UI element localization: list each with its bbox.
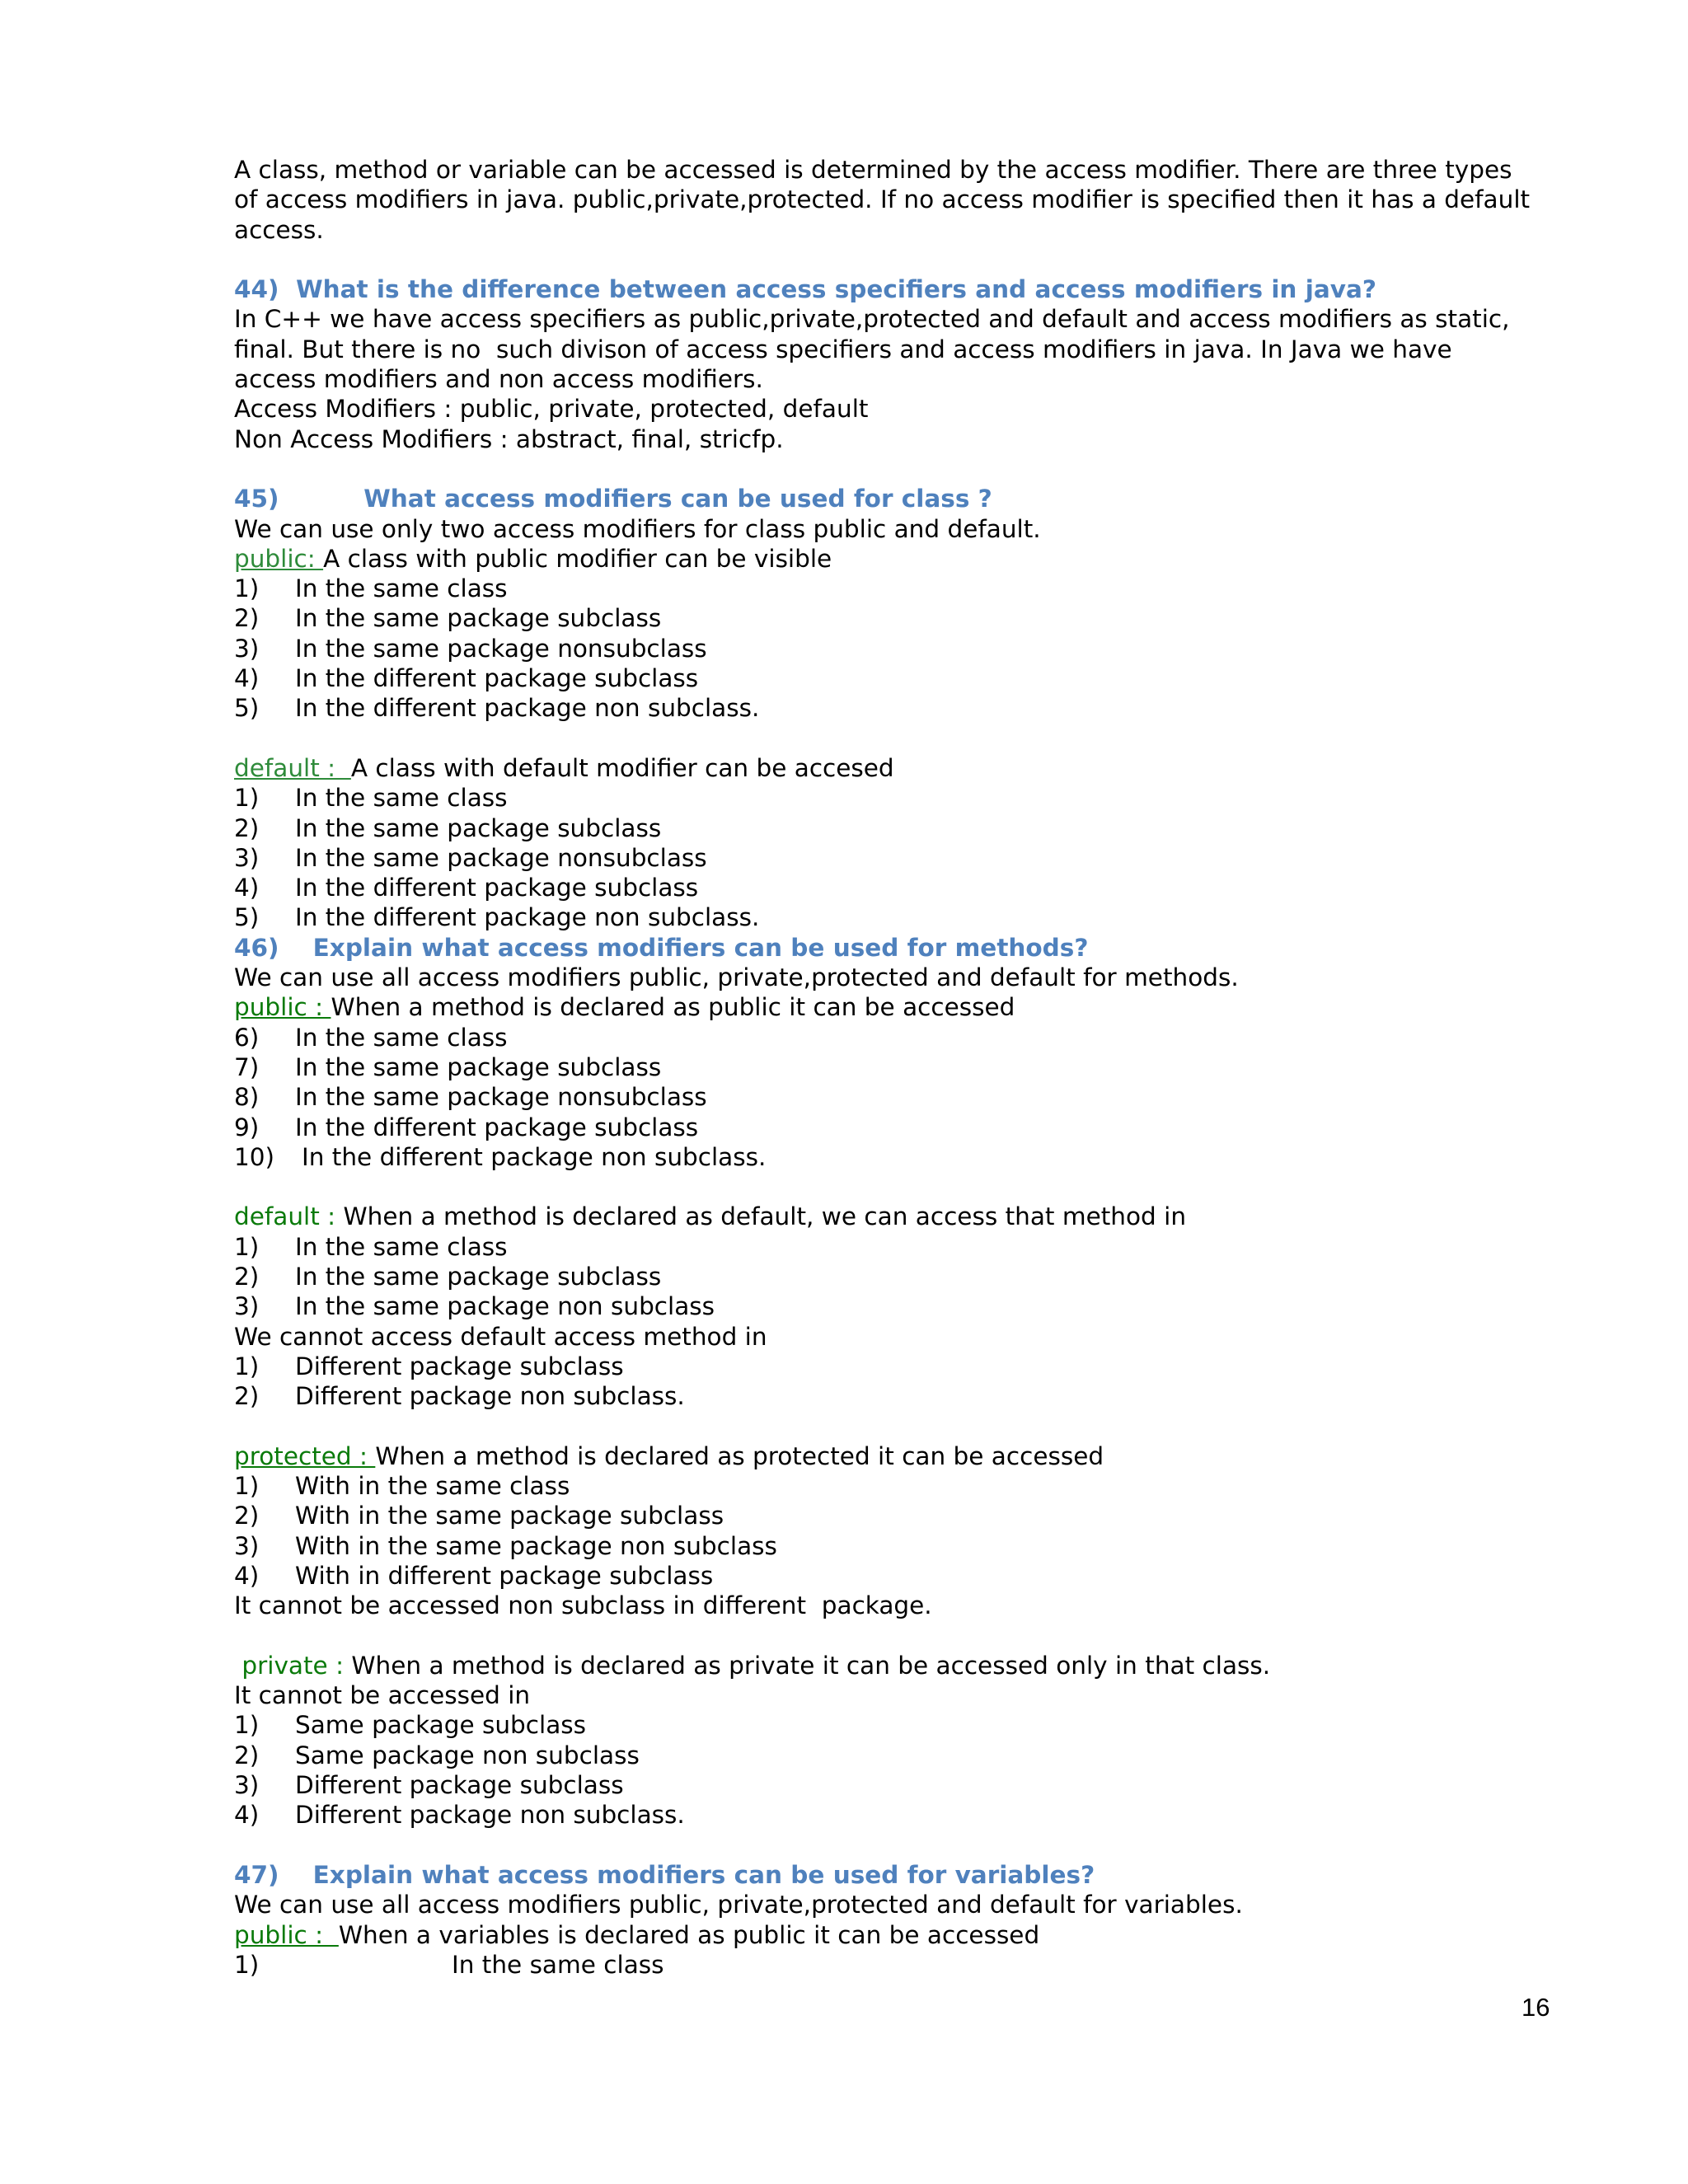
q44-body-line: Non Access Modifiers : abstract, final, stricfp. [234,424,784,453]
question-title: What is the difference between access specifiers and access modifiers in java? [296,275,1376,304]
q44-body-line: final. But there is no such divison of access specifiers and access modifiers in java. In Java we have [234,335,1452,363]
modifier-description: When a method is declared as public it can be accessed [331,993,1015,1022]
list-item: 1) In the same class [234,1232,508,1261]
question-title: Explain what access modifiers can be used for variables? [312,1860,1095,1889]
q46-private-cannot: It cannot be accessed in [234,1681,531,1710]
list-item: 2) In the same package subclass [234,813,662,842]
q46-default-cannot: We cannot access default access method in [234,1322,767,1351]
intro-line: access. [234,215,324,244]
question-44-heading [234,274,1569,304]
modifier-label-private: private : [241,1651,352,1680]
question-number: 47) [234,1860,279,1889]
modifier-label-public: public: [234,544,324,573]
list-item: 1) In the same class [234,1950,664,1979]
list-item: 3) In the same package nonsubclass [234,634,707,663]
page-number: 16 [1522,1993,1550,2022]
modifier-label-protected: protected : [234,1441,376,1470]
question-number: 44) [234,275,279,304]
question-number: 45) [234,485,279,513]
list-item: 2) With in the same package subclass [234,1502,724,1530]
list-item: 4) Different package non subclass. [234,1801,685,1830]
list-item: 3) With in the same package non subclass [234,1531,777,1560]
q45-intro: We can use only two access modifiers for class public and default. [234,514,1041,543]
list-item: 5) In the different package non subclass. [234,694,760,723]
list-item: 1) In the same class [234,784,508,813]
question-number: 46) [234,933,279,962]
list-item: 1) With in the same class [234,1472,570,1501]
q46-public-line [234,992,1569,1022]
q46-private-line [234,1651,1569,1680]
q45-public-line [234,544,1569,574]
list-item: 3) In the same package non subclass [234,1292,715,1321]
intro-line: A class, method or variable can be accessed is determined by the access modifier. There are three types [234,156,1512,184]
modifier-label-public: public : [234,1920,339,1949]
question-title: Explain what access modifiers can be used for methods? [312,933,1089,962]
list-item: 2) Different package non subclass. [234,1382,685,1411]
document-page [234,155,1569,1980]
list-item: 2) In the same package subclass [234,604,662,633]
list-item: 4) With in different package subclass [234,1561,714,1590]
modifier-description: When a method is declared as private it can be accessed only in that class. [351,1651,1271,1680]
intro-line: of access modifiers in java. public,private,protected. If no access modifier is specified then it has a default [234,185,1531,214]
list-item: 2) In the same package subclass [234,1262,662,1291]
list-item: 8) In the same package nonsubclass [234,1083,707,1112]
intro-paragraph [234,155,1569,245]
q44-body-line: access modifiers and non access modifiers. [234,365,763,394]
list-item: 5) In the different package non subclass. [234,903,760,932]
q44-body-line: Access Modifiers : public, private, protected, default [234,395,869,424]
list-item: 4) In the different package subclass [234,874,699,902]
question-45-heading [234,484,1569,513]
q45-default-line [234,753,1569,783]
q46-protected-note: It cannot be accessed non subclass in different package. [234,1591,932,1620]
q44-body-line: In C++ we have access specifiers as public,private,protected and default and access modifiers as static, [234,305,1510,334]
modifier-description: A class with default modifier can be accesed [350,753,894,782]
question-title: What access modifiers can be used for class ? [363,485,992,513]
list-item: 1) Same package subclass [234,1711,587,1740]
list-item: 1) Different package subclass [234,1352,624,1380]
modifier-description: When a method is declared as default, we can access that method in [343,1202,1187,1231]
list-item: 10) In the different package non subclass. [234,1142,767,1171]
question-46-heading [234,933,1569,963]
modifier-label-public: public : [234,993,331,1022]
list-item: 4) In the different package subclass [234,664,699,693]
list-item: 3) In the same package nonsubclass [234,843,707,872]
question-47-heading [234,1860,1569,1890]
modifier-label-default: default : [234,753,351,782]
q47-public-line [234,1920,1569,1950]
list-item: 2) Same package non subclass [234,1741,640,1769]
modifier-description: A class with public modifier can be visible [323,544,832,573]
modifier-label-default: default : [234,1202,344,1231]
modifier-description: When a variables is declared as public it can be accessed [338,1920,1040,1949]
q46-default-line [234,1202,1569,1231]
list-item: 3) Different package subclass [234,1771,624,1800]
q46-intro: We can use all access modifiers public, private,protected and default for methods. [234,963,1239,992]
list-item: 7) In the same package subclass [234,1052,662,1081]
list-item: 6) In the same class [234,1023,508,1052]
q47-intro: We can use all access modifiers public, private,protected and default for variables. [234,1891,1243,1919]
list-item: 9) In the different package subclass [234,1113,699,1141]
list-item: 1) In the same class [234,574,508,603]
q46-protected-line [234,1441,1569,1471]
modifier-description: When a method is declared as protected it can be accessed [375,1441,1104,1470]
